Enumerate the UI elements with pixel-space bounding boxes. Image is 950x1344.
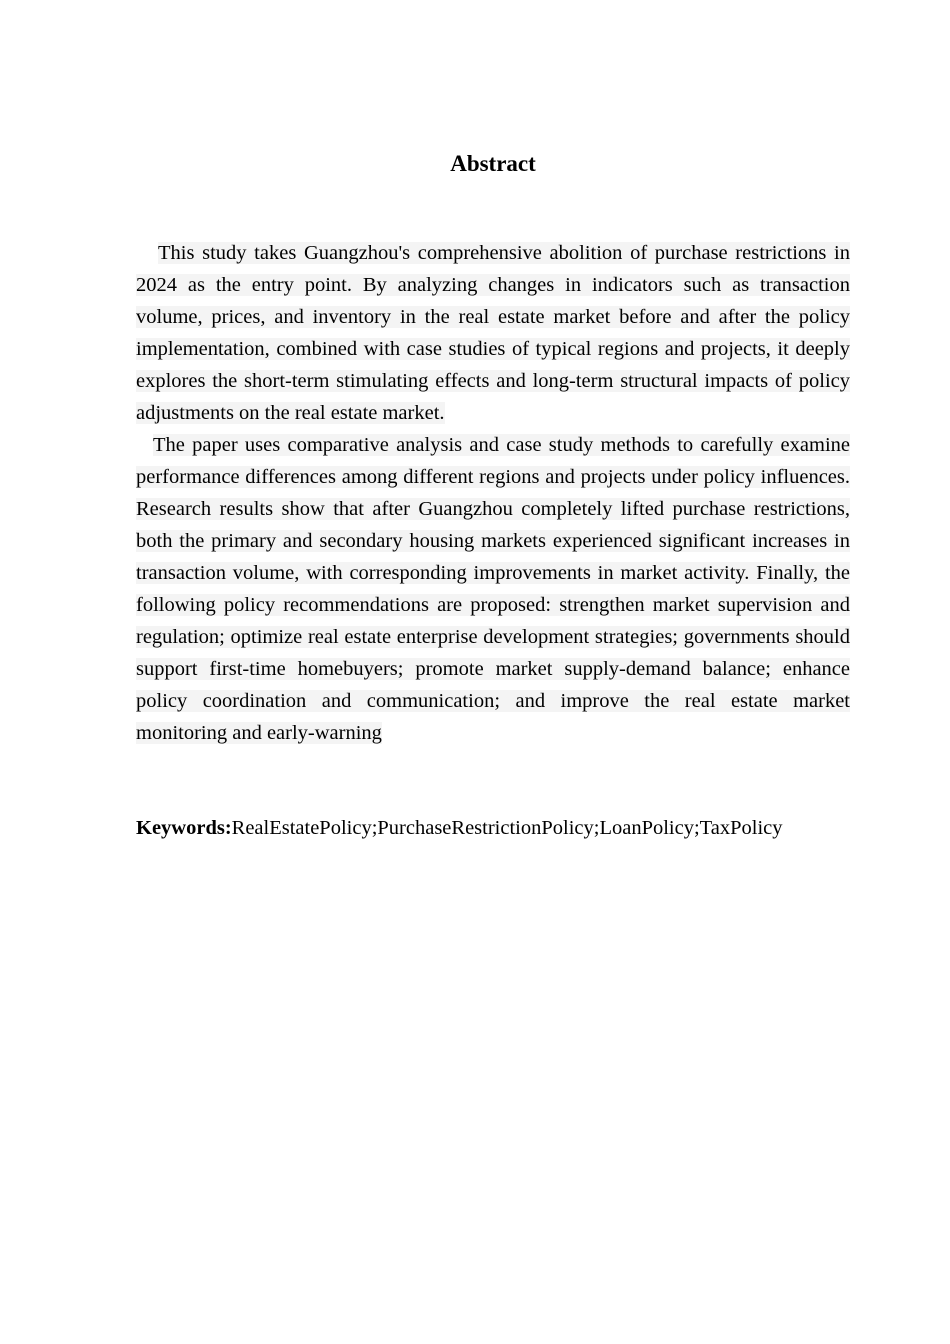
abstract-paragraph-2 — [136, 429, 850, 749]
paragraph-text: This study takes Guangzhou's comprehensive abolition of purchase restrictions in 2024 as the entry point. By analyzing changes in indicators such as transaction volume, prices, and inventory in the real estate market before and after the policy implementation, combined with case studies of typical regions and projects, it deeply explores the short-term stimulating effects and long-term structural impacts of policy adjustments on the real estate market. — [136, 242, 850, 424]
abstract-title: Abstract — [450, 151, 536, 176]
abstract-paragraph-1 — [136, 237, 850, 429]
paragraph-text: The paper uses comparative analysis and case study methods to carefully examine performance differences among different regions and projects under policy influences. Research results show that after Guangzhou completely lifted purchase restrictions, both the primary and secondary housing markets experienced significant increases in transaction volume, with corresponding improvements in market activity. Finally, the following policy recommendations are proposed: strengthen market supervision and regulation; optimize real estate enterprise development strategies; governments should support first-time homebuyers; promote market supply-demand balance; enhance policy coordination and communication; and improve the real estate market monitoring and early-warning — [136, 434, 850, 744]
abstract-body — [136, 237, 850, 749]
keywords-label: Keywords: — [136, 817, 232, 839]
keywords-value: RealEstatePolicy;PurchaseRestrictionPolicy;LoanPolicy;TaxPolicy — [231, 817, 783, 839]
keywords-line — [136, 812, 896, 844]
